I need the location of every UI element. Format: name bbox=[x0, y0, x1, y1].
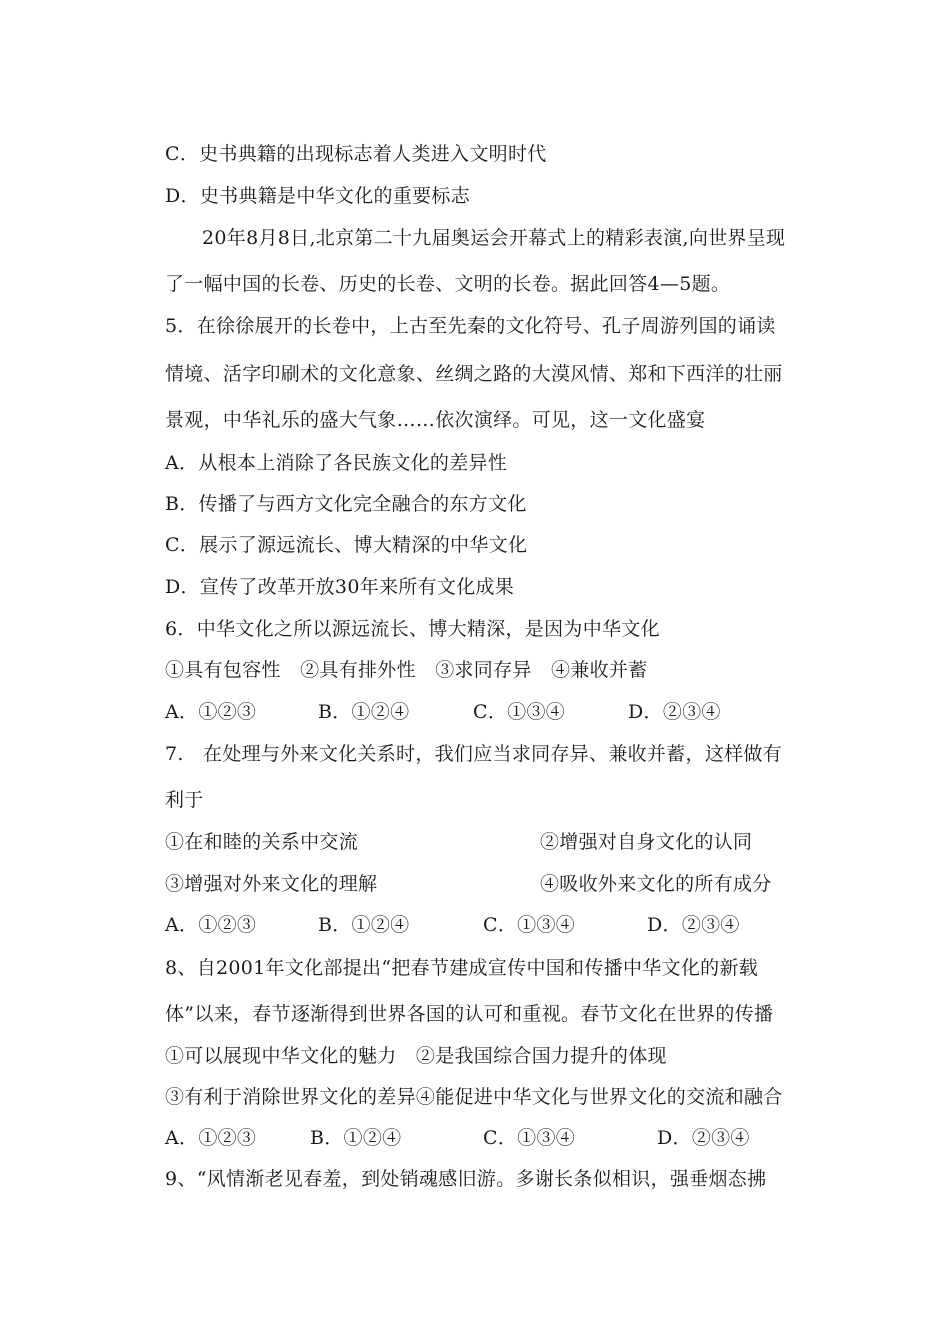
question-6-option-c: C．①③④ bbox=[473, 701, 566, 723]
question-5-option-a: A．从根本上消除了各民族文化的差异性 bbox=[165, 452, 508, 474]
question-7-item-2: ②增强对自身文化的认同 bbox=[540, 831, 753, 853]
question-6-option-d: D．②③④ bbox=[628, 701, 721, 723]
question-7-option-a: A．①②③ bbox=[165, 914, 257, 936]
option-d-previous: D．史书典籍是中华文化的重要标志 bbox=[165, 185, 471, 207]
question-8-option-d: D．②③④ bbox=[657, 1127, 750, 1149]
question-9-stem-line-1: 9、“风情渐老见春羞，到处销魂感旧游。多谢长条似相识，强垂烟态拂 bbox=[165, 1168, 767, 1190]
question-7-option-b: B．①②④ bbox=[318, 914, 410, 936]
question-8-items-line-2: ③有利于消除世界文化的差异④能促进中华文化与世界文化的交流和融合 bbox=[165, 1086, 783, 1108]
passage-intro-line-1: 20年8月8日,北京第二十九届奥运会开幕式上的精彩表演,向世界呈现 bbox=[202, 227, 786, 249]
question-8-items-line-1: ①可以展现中华文化的魅力 ②是我国综合国力提升的体现 bbox=[165, 1045, 667, 1067]
question-8-stem-line-2: 体”以来，春节逐渐得到世界各国的认可和重视。春节文化在世界的传播 bbox=[165, 1003, 774, 1025]
question-8-option-c: C．①③④ bbox=[483, 1127, 576, 1149]
question-7-option-d: D．②③④ bbox=[647, 914, 740, 936]
question-8-option-b: B．①②④ bbox=[310, 1127, 402, 1149]
question-7-item-4: ④吸收外来文化的所有成分 bbox=[540, 873, 772, 895]
question-6-option-a: A．①②③ bbox=[165, 701, 257, 723]
question-7-option-c: C．①③④ bbox=[483, 914, 576, 936]
question-6-stem: 6．中华文化之所以源远流长、博大精深，是因为中华文化 bbox=[165, 618, 660, 640]
question-7-item-3: ③增强对外来文化的理解 bbox=[165, 873, 378, 895]
question-5-option-d: D．宣传了改革开放30年来所有文化成果 bbox=[165, 576, 515, 598]
question-6-items: ①具有包容性 ②具有排外性 ③求同存异 ④兼收并蓄 bbox=[165, 659, 648, 681]
question-7-item-1: ①在和睦的关系中交流 bbox=[165, 831, 359, 853]
question-5-option-b: B．传播了与西方文化完全融合的东方文化 bbox=[165, 493, 527, 515]
question-5-stem-line-2: 情境、活字印刷术的文化意象、丝绸之路的大漠风情、郑和下西洋的壮丽 bbox=[165, 363, 783, 385]
question-8-option-a: A．①②③ bbox=[165, 1127, 257, 1149]
question-5-stem-line-3: 景观，中华礼乐的盛大气象……依次演绎。可见，这一文化盛宴 bbox=[165, 409, 706, 431]
question-6-option-b: B．①②④ bbox=[318, 701, 410, 723]
question-5-stem-line-1: 5．在徐徐展开的长卷中，上古至先秦的文化符号、孔子周游列国的诵读 bbox=[165, 315, 776, 337]
passage-intro-line-2: 了一幅中国的长卷、历史的长卷、文明的长卷。据此回答4—5题。 bbox=[165, 273, 731, 295]
question-7-stem-line-2: 利于 bbox=[165, 789, 204, 811]
question-8-stem-line-1: 8、自2001年文化部提出“把春节建成宣传中国和传播中华文化的新载 bbox=[165, 957, 759, 979]
question-7-stem-line-1: 7. 在处理与外来文化关系时，我们应当求同存异、兼收并蓄，这样做有 bbox=[165, 743, 783, 765]
question-5-option-c: C．展示了源远流长、博大精深的中华文化 bbox=[165, 534, 528, 556]
option-c-previous: C．史书典籍的出现标志着人类进入文明时代 bbox=[165, 143, 547, 165]
